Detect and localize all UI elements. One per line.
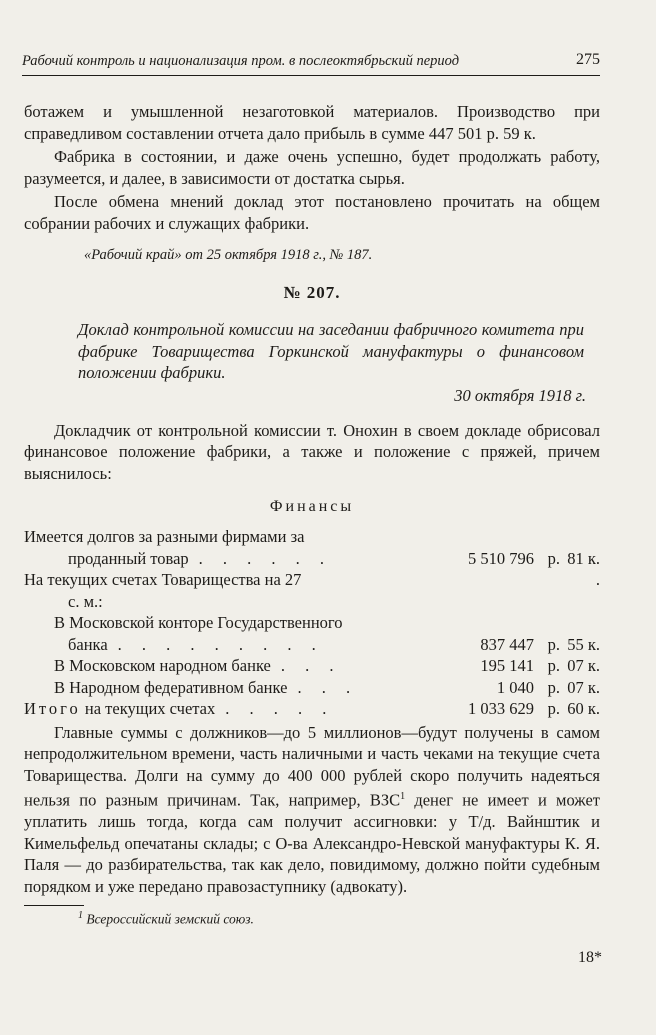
footnote: $^1$ Всероссийский земский союз. [78,910,254,927]
document-title: Доклад контрольной комиссии на заседании фабричного комитета при фабрике Товарищества Горкинской мануфактуры о финансовом положении фабрики. [78,320,584,382]
paragraph: Главные суммы с должников—до 5 миллионов—будут получены в самом непродолжительном времени, часть наличными и часть чеками на текущие счета Товарищества. Долги на сумму до 400 000 рублей скоро получить надеяться нельзя по разным причинам. Так, например, ВЗС$^1$ денег не имеет и может уплатить лишь тогда, когда сам получит ассигновки: у Т/д. Вайнштик и Кимельфельд опечатаны склады; с О-ва Александро-Невской мануфактуры К. Я. Паля — до разбирательства, так как дело, повидимому, должно пойти судебным порядком и уже передано правозаступнику (адвокату). [24,722,601,896]
finance-row: Имеется долгов за разными фирмами за [24,527,305,546]
page-header [22,50,600,78]
amount-rubles: 195 141 [480,656,534,675]
amount-kopecks: 60 к. [567,699,600,718]
document-date: 30 октября 1918 г. [454,385,586,405]
finance-row: В Народном федеративном банке . . . 1 040 р. 07 к. [54,677,600,697]
footnote-reference: 1 [400,791,406,802]
page-body [24,101,600,928]
finance-row: На текущих счетах Товарищества на 27 . [24,570,600,589]
amount-kopecks: 55 к. [567,634,600,654]
finance-row: В Московском народном банке . . . 195 141 р. 07 к. [54,656,600,675]
amount-rubles: 5 510 796 [468,548,534,568]
finance-table [24,526,600,720]
paragraph: Докладчик от контрольной комиссии т. Онохин в своем докладе обрисовал финансовое положение фабрики, а также и положение с пряжей, причем выяснилось: [24,420,600,483]
amount-rubles: 837 447 [480,634,534,654]
paragraph-continuation: ботажем и умышленной незаготовкой материалов. Производство при справедливом составлении отчета дало прибыль в сумме 447 501 р. 59 к. [24,102,600,143]
header-rule [22,75,600,76]
total-label: Итого [24,699,81,718]
running-title: Рабочий контроль и национализация пром. в послеоктябрьский период [22,53,460,69]
amount-kopecks: 07 к. [567,656,600,675]
finance-row: В Московской конторе Государственного [54,613,343,632]
source-citation: «Рабочий край» от 25 октября 1918 г., № 187. [84,247,373,263]
paragraph: Фабрика в состоянии, и даже очень успешно, будет продолжать работу, разумеется, и далее, в зависимости от достатка сырья. [24,147,600,188]
amount-kopecks: 81 к. [567,548,600,568]
finance-row: проданный товар . . . . . . 5 510 796 р. 81 к. [68,548,600,568]
finance-row: банка . . . . . . . . . 837 447 р. 55 к. [68,634,600,654]
page-number: 275 [576,51,600,68]
footnote-rule [24,905,84,906]
signature-mark: 18* [578,949,602,966]
amount-kopecks: 07 к. [567,677,600,697]
finance-row: с. м.: [68,591,103,611]
amount-rubles: 1 033 629 [468,699,534,718]
document-number: № 207. [283,283,341,302]
section-heading: Финансы [269,498,355,515]
paragraph: После обмена мнений доклад этот постановлено прочитать на общем собрании рабочих и служащих фабрики. [24,192,600,233]
amount-rubles: 1 040 [496,677,534,697]
finance-total-row: Итого на текущих счетах . . . . . 1 033 629 р. 60 к. [24,699,600,718]
